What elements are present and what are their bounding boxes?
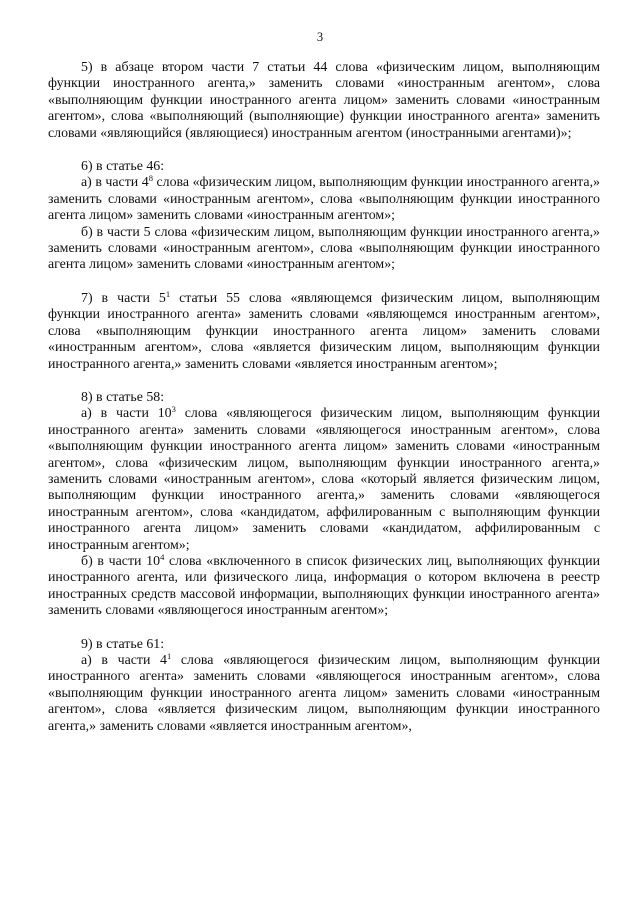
paragraph-gap [48,620,600,637]
superscript: 1 [167,651,172,661]
document-body [48,60,600,735]
superscript: 8 [148,173,153,184]
superscript: 4 [160,551,165,562]
paragraph-text: а) в части 4 [81,175,149,191]
paragraph-gap [48,142,600,159]
paragraph-item-5: 5) в абзаце втором части 7 статьи 44 слова «физическим лицом, выполняющим функции иностранного агента,» заменить словами «иностранным агентом», слова «выполняющим функции иностранного агента лицом» заменить словами «иностранным агентом», слова «выполняющий (выполняющие) функции иностранного агента» заменить словами «являющийся (являющиеся) иностранным агентом (иностранными агентами)»; [48,60,600,141]
paragraph-text: а) в части 10 [81,406,172,422]
paragraph-text: 7) в части 5 [81,290,166,306]
paragraph-text: а) в части 4 [81,653,167,668]
paragraph-item-8b [48,551,600,620]
superscript: 1 [165,288,171,299]
paragraph-item-8a [48,406,600,554]
paragraph-text: слова «являющегося физическим лицом, выполняющим функции иностранного агента» заменить словами «являющегося иностранным агентом», слова «выполняющим функции иностранного агента лицом» заменить словами «иностранным агентом», слова «физическим лицом, выполняющим функции иностранного агента,» заменить словами «иностранным агентом», слова «который является физическим лицом, выполняющим функции иностранного агента,» заменить словами «являющегося иностранным агентом», слова «кандидатом, аффилированным с выполняющим функции иностранного агента лицом» заменить словами «кандидатом, аффилированным с иностранным агентом»; [48,406,600,553]
paragraph-item-6b: б) в части 5 слова «физическим лицом, выполняющим функции иностранного агента,» заменить словами «иностранным агентом», слова «выполняющим функции иностранного агента лицом» заменить словами «иностранным агентом»; [48,224,600,273]
superscript: 3 [171,404,176,415]
paragraph-item-9a [48,653,600,735]
paragraph-text: б) в части 10 [81,553,161,569]
paragraph-text: статьи 55 слова «являющемся физическим лицом, выполняющим функции иностранного агента» заменить словами «являющемся иностранным агентом», слова «выполняющим функции иностранного агента лицом» заменить словами «иностранным агентом», слова «является физическим лицом, выполняющим функции иностранного агента,» заменить словами «является иностранным агентом»; [48,290,600,372]
paragraph-text: слова «включенного в список физических лиц, выполняющих функции иностранного агента, или физического лица, информация о котором включена в реестр иностранных средств массовой информации, выполняющих функции иностранного агента» заменить словами «являющегося иностранным агентом»; [48,553,600,619]
paragraph-item-6-heading: 6) в статье 46: [81,159,165,175]
page-number: 3 [316,30,324,44]
paragraph-text: слова «физическим лицом, выполняющим функции иностранного агента,» заменить словами «иностранным агентом», слова «выполняющим функции иностранного агента лицом» заменить словами «иностранным агентом»; [48,175,600,224]
paragraph-item-7 [48,288,600,373]
paragraph-gap [48,373,600,390]
paragraph-gap [48,274,600,291]
paragraph-item-9-heading: 9) в статье 61: [81,636,165,652]
paragraph-item-8-heading: 8) в статье 58: [81,389,165,405]
paragraph-text: слова «являющегося физическим лицом, выполняющим функции иностранного агента» заменить словами «являющегося иностранным агентом», слова «выполняющим функции иностранного агента лицом» заменить словами «иностранным агентом», слова «является физическим лицом, выполняющим функции иностранного агента,» заменить словами «является иностранным агентом», [48,653,600,734]
paragraph-item-6a [48,175,600,224]
